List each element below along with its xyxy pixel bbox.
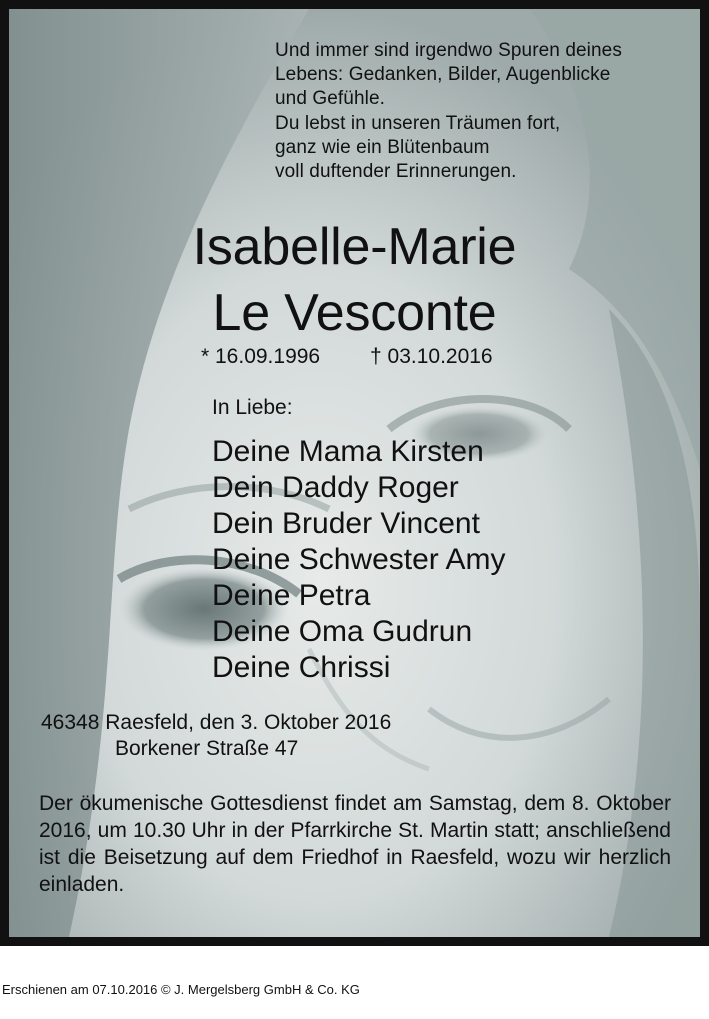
place-and-date: 46348 Raesfeld, den 3. Oktober 2016 (41, 711, 392, 734)
street-address: Borkener Straße 47 (115, 737, 299, 760)
deceased-last-name: Le Vesconte (212, 284, 497, 342)
birth-date: * 16.09.1996 (201, 345, 321, 368)
poem-verse (275, 39, 622, 184)
poem-line: Lebens: Gedanken, Bilder, Augenblicke (275, 64, 611, 86)
mourner-name: Dein Bruder Vincent (212, 507, 480, 540)
mourner-name: Deine Chrissi (212, 651, 391, 684)
mourner-name: Deine Schwester Amy (212, 543, 506, 576)
poem-line: Du lebst in unseren Träumen fort, (275, 112, 561, 134)
mourner-name: Deine Petra (212, 579, 371, 612)
poem-line: und Gefühle. (275, 88, 386, 110)
in-love-label: In Liebe: (212, 396, 293, 419)
mourner-name: Dein Daddy Roger (212, 471, 459, 504)
poem-line: voll duftender Erinnerungen. (275, 161, 517, 183)
poem-line: Und immer sind irgendwo Spuren deines (275, 40, 622, 61)
publication-footer: Erschienen am 07.10.2016 © J. Mergelsberg GmbH & Co. KG (2, 982, 360, 997)
death-date: † 03.10.2016 (370, 345, 493, 368)
mourner-name: Deine Mama Kirsten (212, 435, 484, 468)
poem-line: ganz wie ein Blütenbaum (275, 136, 490, 158)
mourner-name: Deine Oma Gudrun (212, 615, 473, 648)
deceased-first-name: Isabelle-Marie (192, 218, 517, 276)
mourners-list (212, 434, 505, 686)
funeral-service-text: Der ökumenische Gottesdienst findet am Samstag, dem 8. Oktober 2016, um 10.30 Uhr in der Pfarrkirche St. Martin statt; anschließend ist die Beisetzung auf dem Friedhof in Raesfeld, wozu wir herzlich einladen. (39, 792, 671, 896)
